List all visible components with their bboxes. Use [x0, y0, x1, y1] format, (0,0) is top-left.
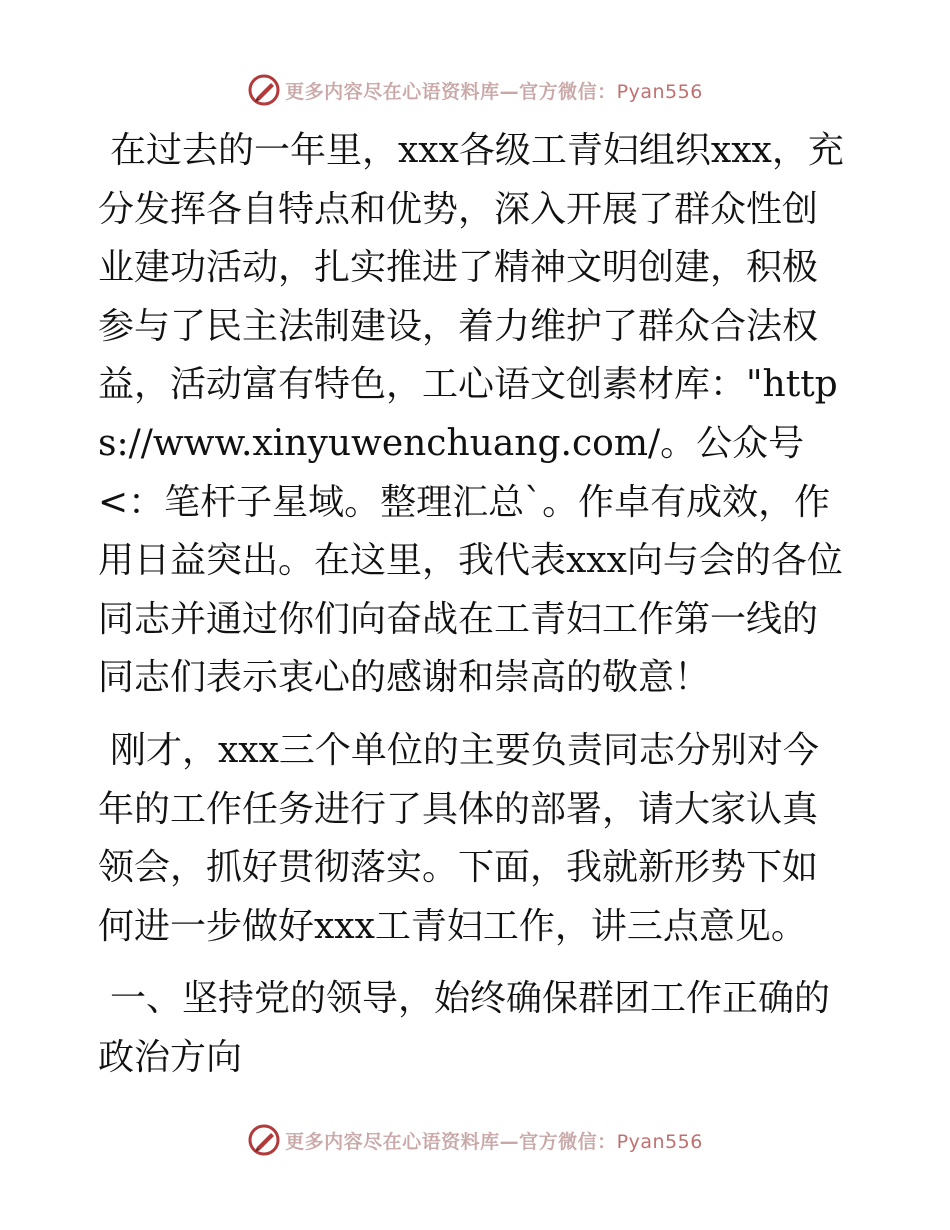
header-banner-text: 更多内容尽在心语资料库—官方微信：Pyan556 — [285, 80, 703, 103]
pen-logo-icon — [247, 1123, 281, 1157]
footer-banner-text: 更多内容尽在心语资料库—官方微信：Pyan556 — [285, 1130, 703, 1153]
pen-logo-icon — [247, 73, 281, 107]
header-watermark-banner — [0, 70, 950, 110]
footer-watermark-banner — [0, 1120, 950, 1160]
section-heading-1: 一、坚持党的领导，始终确保群团工作正确的政治方向 — [98, 978, 831, 1078]
paragraph-1: 在过去的一年里，xxx各级工青妇组织xxx，充分发挥各自特点和优势，深入开展了群众性创业建功活动，扎实推进了精神文明创建，积极参与了民主法制建设，着力维护了群众合法权益，活动富有特色，工心语文创素材库："https://www.xinyuwenchuang.com/。公众号<：笔杆子星域。整理汇总`。作卓有成效，作用日益突出。在这里，我代表xxx向与会的各位同志并通过你们向奋战在工青妇工作第一线的同志们表示衷心的感谢和崇高的敬意！ — [98, 130, 844, 699]
document-body — [98, 122, 853, 1102]
paragraph-2: 刚才，xxx三个单位的主要负责同志分别对今年的工作任务进行了具体的部署，请大家认真领会，抓好贯彻落实。下面，我就新形势下如何进一步做好xxx工青妇工作，讲三点意见。 — [98, 729, 819, 947]
